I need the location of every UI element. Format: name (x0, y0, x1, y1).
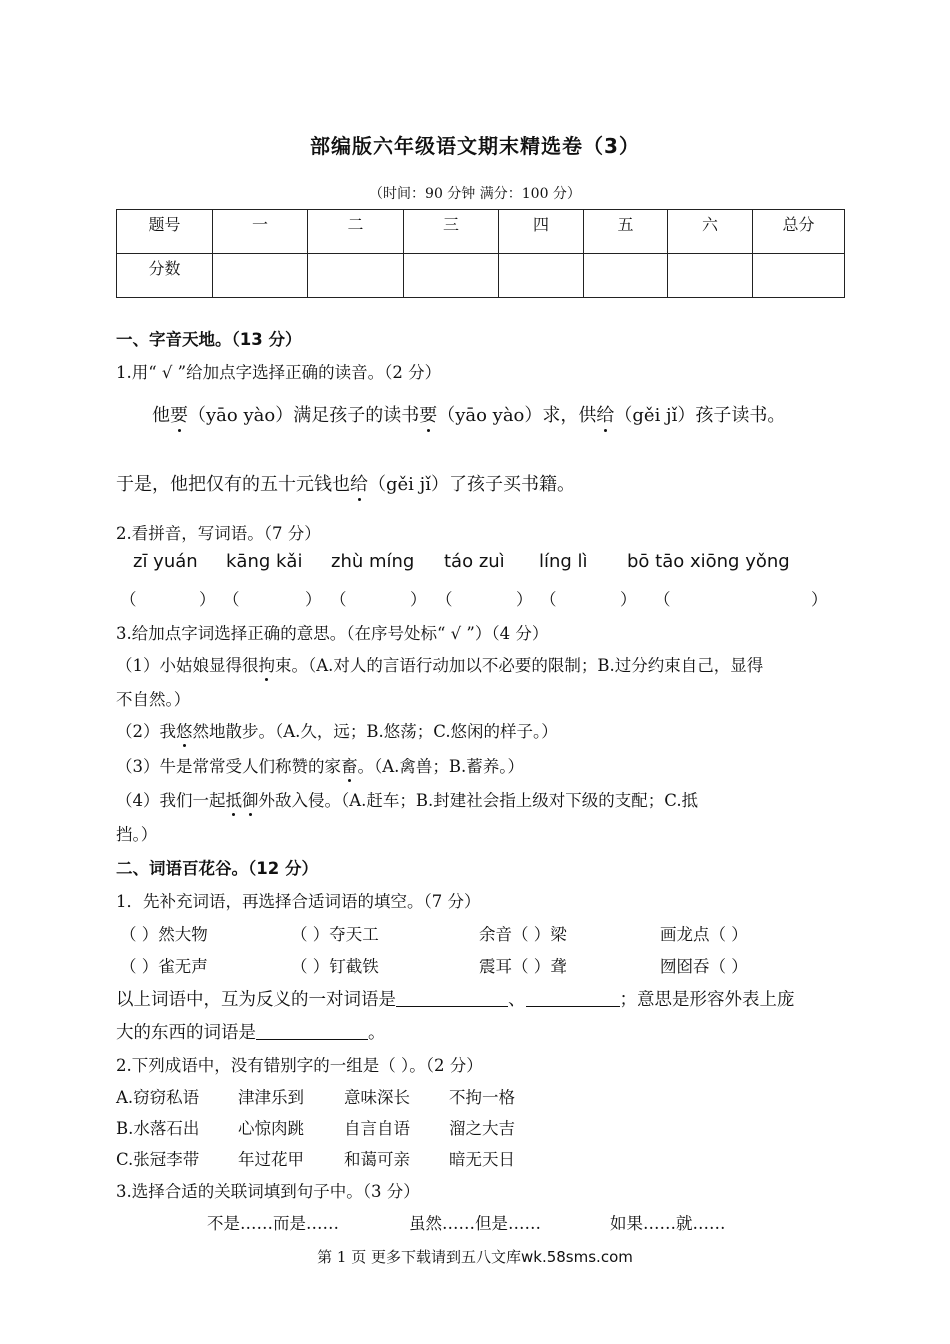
pinyin-item: kāng kǎi (226, 551, 303, 572)
idiom-fill-item[interactable]: 囫囵吞（ ） (660, 957, 748, 976)
score-table-header-row (117, 210, 845, 254)
score-table-row-label: 分数 (117, 254, 213, 298)
section-1-heading: 一、字音天地。（13 分） (116, 330, 302, 349)
s2-q3-prompt: 3.选择合适的关联词填到句子中。（3 分） (116, 1182, 420, 1201)
score-cell[interactable] (499, 254, 584, 298)
option-term: 暗无天日 (449, 1150, 515, 1169)
conjunction-word: 如果……就…… (610, 1214, 726, 1233)
score-table-header-cell: 三 (404, 210, 499, 254)
pinyin-item: zhù míng (331, 551, 415, 572)
s1-q3-item: （4）我们一起抵御外敌入侵。（A.赶车；B.封建社会指上级对下级的支配；C.抵 (116, 787, 698, 811)
score-cell[interactable] (213, 254, 308, 298)
idiom-fill-item[interactable]: （ ）夺天工 (291, 925, 379, 944)
footer-page-text: 第 1 页 更多下载请到五八文库 (317, 1248, 521, 1266)
s1-q3-item: （1）小姑娘显得很拘束。（A.对人的言语行动加以不必要的限制；B.过分约束自己，显得 (116, 652, 763, 676)
pinyin-item: líng lì (539, 551, 588, 572)
s2-q1-fill-line1: 以上词语中，互为反义的一对词语是 、 ；意思是形容外表上庞 (116, 990, 795, 1010)
s1-q2-prompt: 2.看拼音，写词语。（7 分） (116, 524, 321, 543)
s1-q3-item: （3）牛是常常受人们称赞的家畜。（A.禽兽；B.蓄养。） (116, 753, 524, 777)
page-footer (0, 1246, 950, 1267)
idiom-fill-item[interactable]: （ ）钉截铁 (291, 957, 379, 976)
section-2-heading: 二、词语百花谷。（12 分） (116, 859, 318, 878)
s1-q1-sentence-line2: 于是，他把仅有的五十元钱也给（gěi jǐ）了孩子买书籍。 (116, 470, 575, 496)
s1-q1-prompt: 1.用“ √ ”给加点字选择正确的读音。（2 分） (116, 363, 442, 382)
dotted-char: 给 (596, 401, 614, 427)
score-table-header-cell: 五 (584, 210, 668, 254)
score-table-header-cell: 二 (308, 210, 404, 254)
pinyin-item: táo zuì (444, 551, 505, 572)
s2-q1-fill-line2: 大的东西的词语是 。 (116, 1023, 386, 1043)
s1-q3-item-cont: 不自然。） (116, 690, 191, 709)
dotted-char: 给 (350, 470, 368, 496)
s1-q3-prompt: 3.给加点字词选择正确的意思。（在序号处标“ √ ”）（4 分） (116, 624, 549, 643)
dotted-char: 悠 (176, 718, 193, 742)
option-term: 溜之大吉 (449, 1119, 515, 1138)
conjunction-word: 不是……而是…… (207, 1214, 339, 1233)
answer-blank[interactable] (526, 990, 620, 1007)
dotted-char: 御 (242, 787, 259, 811)
score-cell[interactable] (584, 254, 668, 298)
answer-paren-close: ） (410, 590, 427, 609)
answer-paren-close: ） (305, 590, 322, 609)
idiom-fill-item[interactable]: 余音（ ）梁 (479, 925, 567, 944)
answer-paren-open[interactable]: （ (654, 590, 671, 609)
option-term: 不拘一格 (449, 1088, 515, 1107)
option-term[interactable]: C.张冠李带 (116, 1150, 200, 1169)
option-term: 年过花甲 (238, 1150, 304, 1169)
score-cell[interactable] (308, 254, 404, 298)
answer-paren-open[interactable]: （ (223, 590, 240, 609)
answer-paren-open[interactable]: （ (330, 590, 347, 609)
score-cell[interactable] (753, 254, 845, 298)
score-table-header-cell: 题号 (117, 210, 213, 254)
answer-paren-open[interactable]: （ (540, 590, 557, 609)
score-table-header-cell: 一 (213, 210, 308, 254)
dotted-char: 拘 (259, 652, 276, 676)
answer-paren-close: ） (620, 590, 637, 609)
answer-paren-close: ） (516, 590, 533, 609)
pinyin-item: zī yuán (133, 551, 198, 572)
footer-site-link[interactable]: wk.58sms.com (521, 1248, 633, 1266)
score-table-header-cell: 六 (668, 210, 753, 254)
page-title: 部编版六年级语文期末精选卷（3） (310, 134, 640, 158)
score-table (116, 209, 845, 298)
score-cell[interactable] (404, 254, 499, 298)
dotted-char: 畜 (341, 753, 358, 777)
idiom-fill-item[interactable]: 画龙点（ ） (660, 925, 748, 944)
dotted-char: 抵 (226, 787, 243, 811)
option-term: 津津乐到 (238, 1088, 304, 1107)
answer-paren-close: ） (811, 590, 828, 609)
dotted-char: 要 (170, 401, 188, 427)
answer-blank[interactable] (256, 1023, 368, 1040)
s2-q1-prompt: 1．先补充词语，再选择合适词语的填空。（7 分） (116, 892, 481, 911)
answer-paren-close: ） (199, 590, 216, 609)
option-term: 心惊肉跳 (238, 1119, 304, 1138)
idiom-fill-item[interactable]: （ ）然大物 (120, 925, 208, 944)
idiom-fill-item[interactable]: （ ）雀无声 (120, 957, 208, 976)
exam-info: （时间：90 分钟 满分：100 分） (369, 186, 581, 202)
option-term: 意味深长 (344, 1088, 410, 1107)
idiom-fill-item[interactable]: 震耳（ ）聋 (479, 957, 567, 976)
conjunction-word: 虽然……但是…… (409, 1214, 541, 1233)
score-table-header-cell: 总分 (753, 210, 845, 254)
option-term[interactable]: A.窃窃私语 (116, 1088, 200, 1107)
s1-q1-sentence-line1: 他要（yāo yào）满足孩子的读书要（yāo yào）求，供给（gěi jǐ）孩子读书。 (152, 401, 785, 427)
score-table-header-cell: 四 (499, 210, 584, 254)
s2-q2-prompt: 2.下列成语中，没有错别字的一组是（ ）。（2 分） (116, 1056, 483, 1075)
s1-q3-item: （2）我悠然地散步。（A.久，远；B.悠荡；C.悠闲的样子。） (116, 718, 558, 742)
pinyin-item: bō tāo xiōng yǒng (627, 551, 790, 572)
answer-blank[interactable] (396, 990, 508, 1007)
answer-paren-open[interactable]: （ (436, 590, 453, 609)
score-cell[interactable] (668, 254, 753, 298)
s1-q3-item-cont: 挡。） (116, 825, 158, 844)
answer-paren-open[interactable]: （ (120, 590, 137, 609)
dotted-char: 要 (419, 401, 437, 427)
option-term: 和蔼可亲 (344, 1150, 410, 1169)
option-term: 自言自语 (344, 1119, 410, 1138)
score-table-score-row (117, 254, 845, 298)
option-term[interactable]: B.水落石出 (116, 1119, 200, 1138)
